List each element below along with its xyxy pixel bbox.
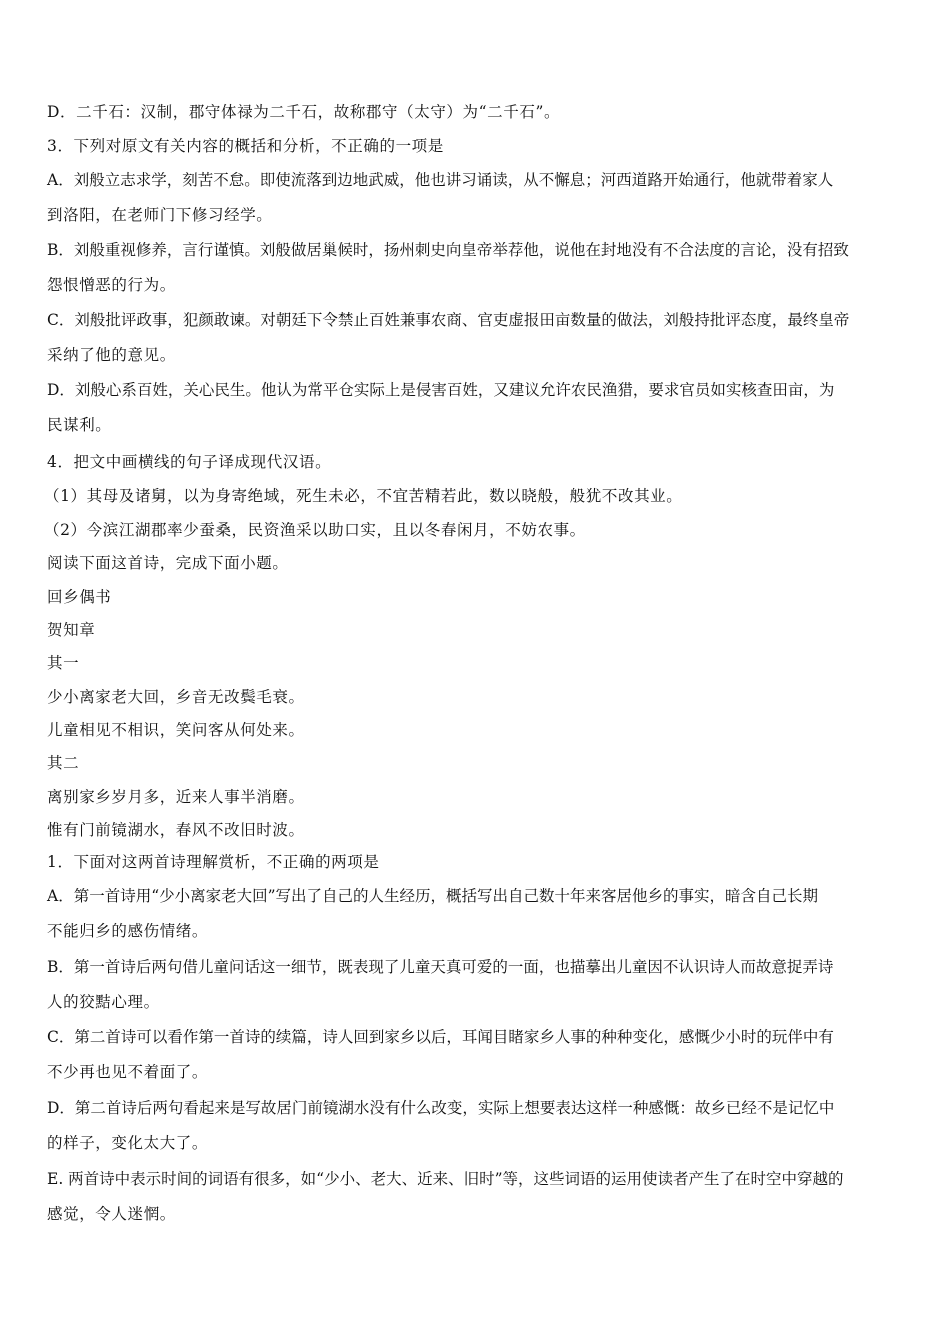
text-line: D．第二首诗后两句看起来是写故居门前镜湖水没有什么改变，实际上想要表达这样一种感慨：故乡已经不是记忆中	[47, 1099, 835, 1117]
text-line: 儿童相见不相识，笑问客从何处来。	[47, 721, 305, 739]
text-line: 不能归乡的感伤情绪。	[47, 922, 209, 940]
text-line: D．二千石：汉制，郡守体禄为二千石，故称郡守（太守）为“二千石”。	[47, 103, 561, 121]
text-line: C．刘般批评政事，犯颜敢谏。对朝廷下令禁止百姓兼事农商、官吏虚报田亩数量的做法，刘般持批评态度，最终皇帝	[47, 311, 850, 329]
text-line: 不少再也见不着面了。	[47, 1063, 209, 1081]
text-line: A．第一首诗用“少小离家老大回”写出了自己的人生经历，概括写出自己数十年来客居他乡的事实，暗含自己长期	[47, 887, 819, 905]
text-line: 1．下面对这两首诗理解赏析，不正确的两项是	[47, 853, 380, 871]
text-line: 少小离家老大回，乡音无改鬓毛衰。	[47, 688, 305, 706]
text-line: B．第一首诗后两句借儿童问话这一细节，既表现了儿童天真可爱的一面，也描摹出儿童因不认识诗人而故意捉弄诗	[47, 958, 834, 976]
text-line: 其一	[47, 654, 80, 672]
text-line: 民谋利。	[47, 416, 112, 434]
text-line: 人的狡黠心理。	[47, 993, 160, 1011]
text-line: 怨恨憎恶的行为。	[47, 276, 176, 294]
text-line: 惟有门前镜湖水，春风不改旧时波。	[47, 821, 305, 839]
text-line: （2）今滨江湖郡率少蚕桑，民资渔采以助口实，且以冬春闲月，不妨农事。	[44, 521, 586, 539]
text-line: 采纳了他的意见。	[47, 346, 176, 364]
text-line: B．刘般重视修养，言行谨慎。刘般做居巢候时，扬州刺史向皇帝举荐他，说他在封地没有不合法度的言论，没有招致	[47, 241, 849, 259]
text-line: 其二	[47, 754, 80, 772]
text-line: C．第二首诗可以看作第一首诗的续篇，诗人回到家乡以后，耳闻目睹家乡人事的种种变化，感慨少小时的玩伴中有	[47, 1028, 834, 1046]
text-line: 4．把文中画横线的句子译成现代汉语。	[47, 453, 332, 471]
text-line: 到洛阳，在老师门下修习经学。	[47, 206, 273, 224]
text-line: 贺知章	[47, 621, 96, 639]
text-line: D．刘般心系百姓，关心民生。他认为常平仓实际上是侵害百姓，又建议允许农民渔猎，要求官员如实核查田亩，为	[47, 381, 835, 399]
text-line: （1）其母及诸舅，以为身寄绝域，死生未必，不宜苦精若此，数以晓般，般犹不改其业。	[44, 487, 683, 505]
text-line: 的样子，变化太大了。	[47, 1134, 209, 1152]
text-line: A．刘般立志求学，刻苦不怠。即使流落到边地武威，他也讲习诵读，从不懈息；河西道路开始通行，他就带着家人	[47, 171, 834, 189]
text-line: 阅读下面这首诗，完成下面小题。	[47, 554, 289, 572]
text-line: E. 两首诗中表示时间的词语有很多，如“少小、老大、近来、旧时”等，这些词语的运用使读者产生了在时空中穿越的	[47, 1170, 844, 1188]
text-line: 3．下列对原文有关内容的概括和分析，不正确的一项是	[47, 137, 444, 155]
text-line: 回乡偶书	[47, 588, 112, 606]
text-line: 感觉，令人迷惘。	[47, 1205, 176, 1223]
text-line: 离别家乡岁月多，近来人事半消磨。	[47, 788, 305, 806]
